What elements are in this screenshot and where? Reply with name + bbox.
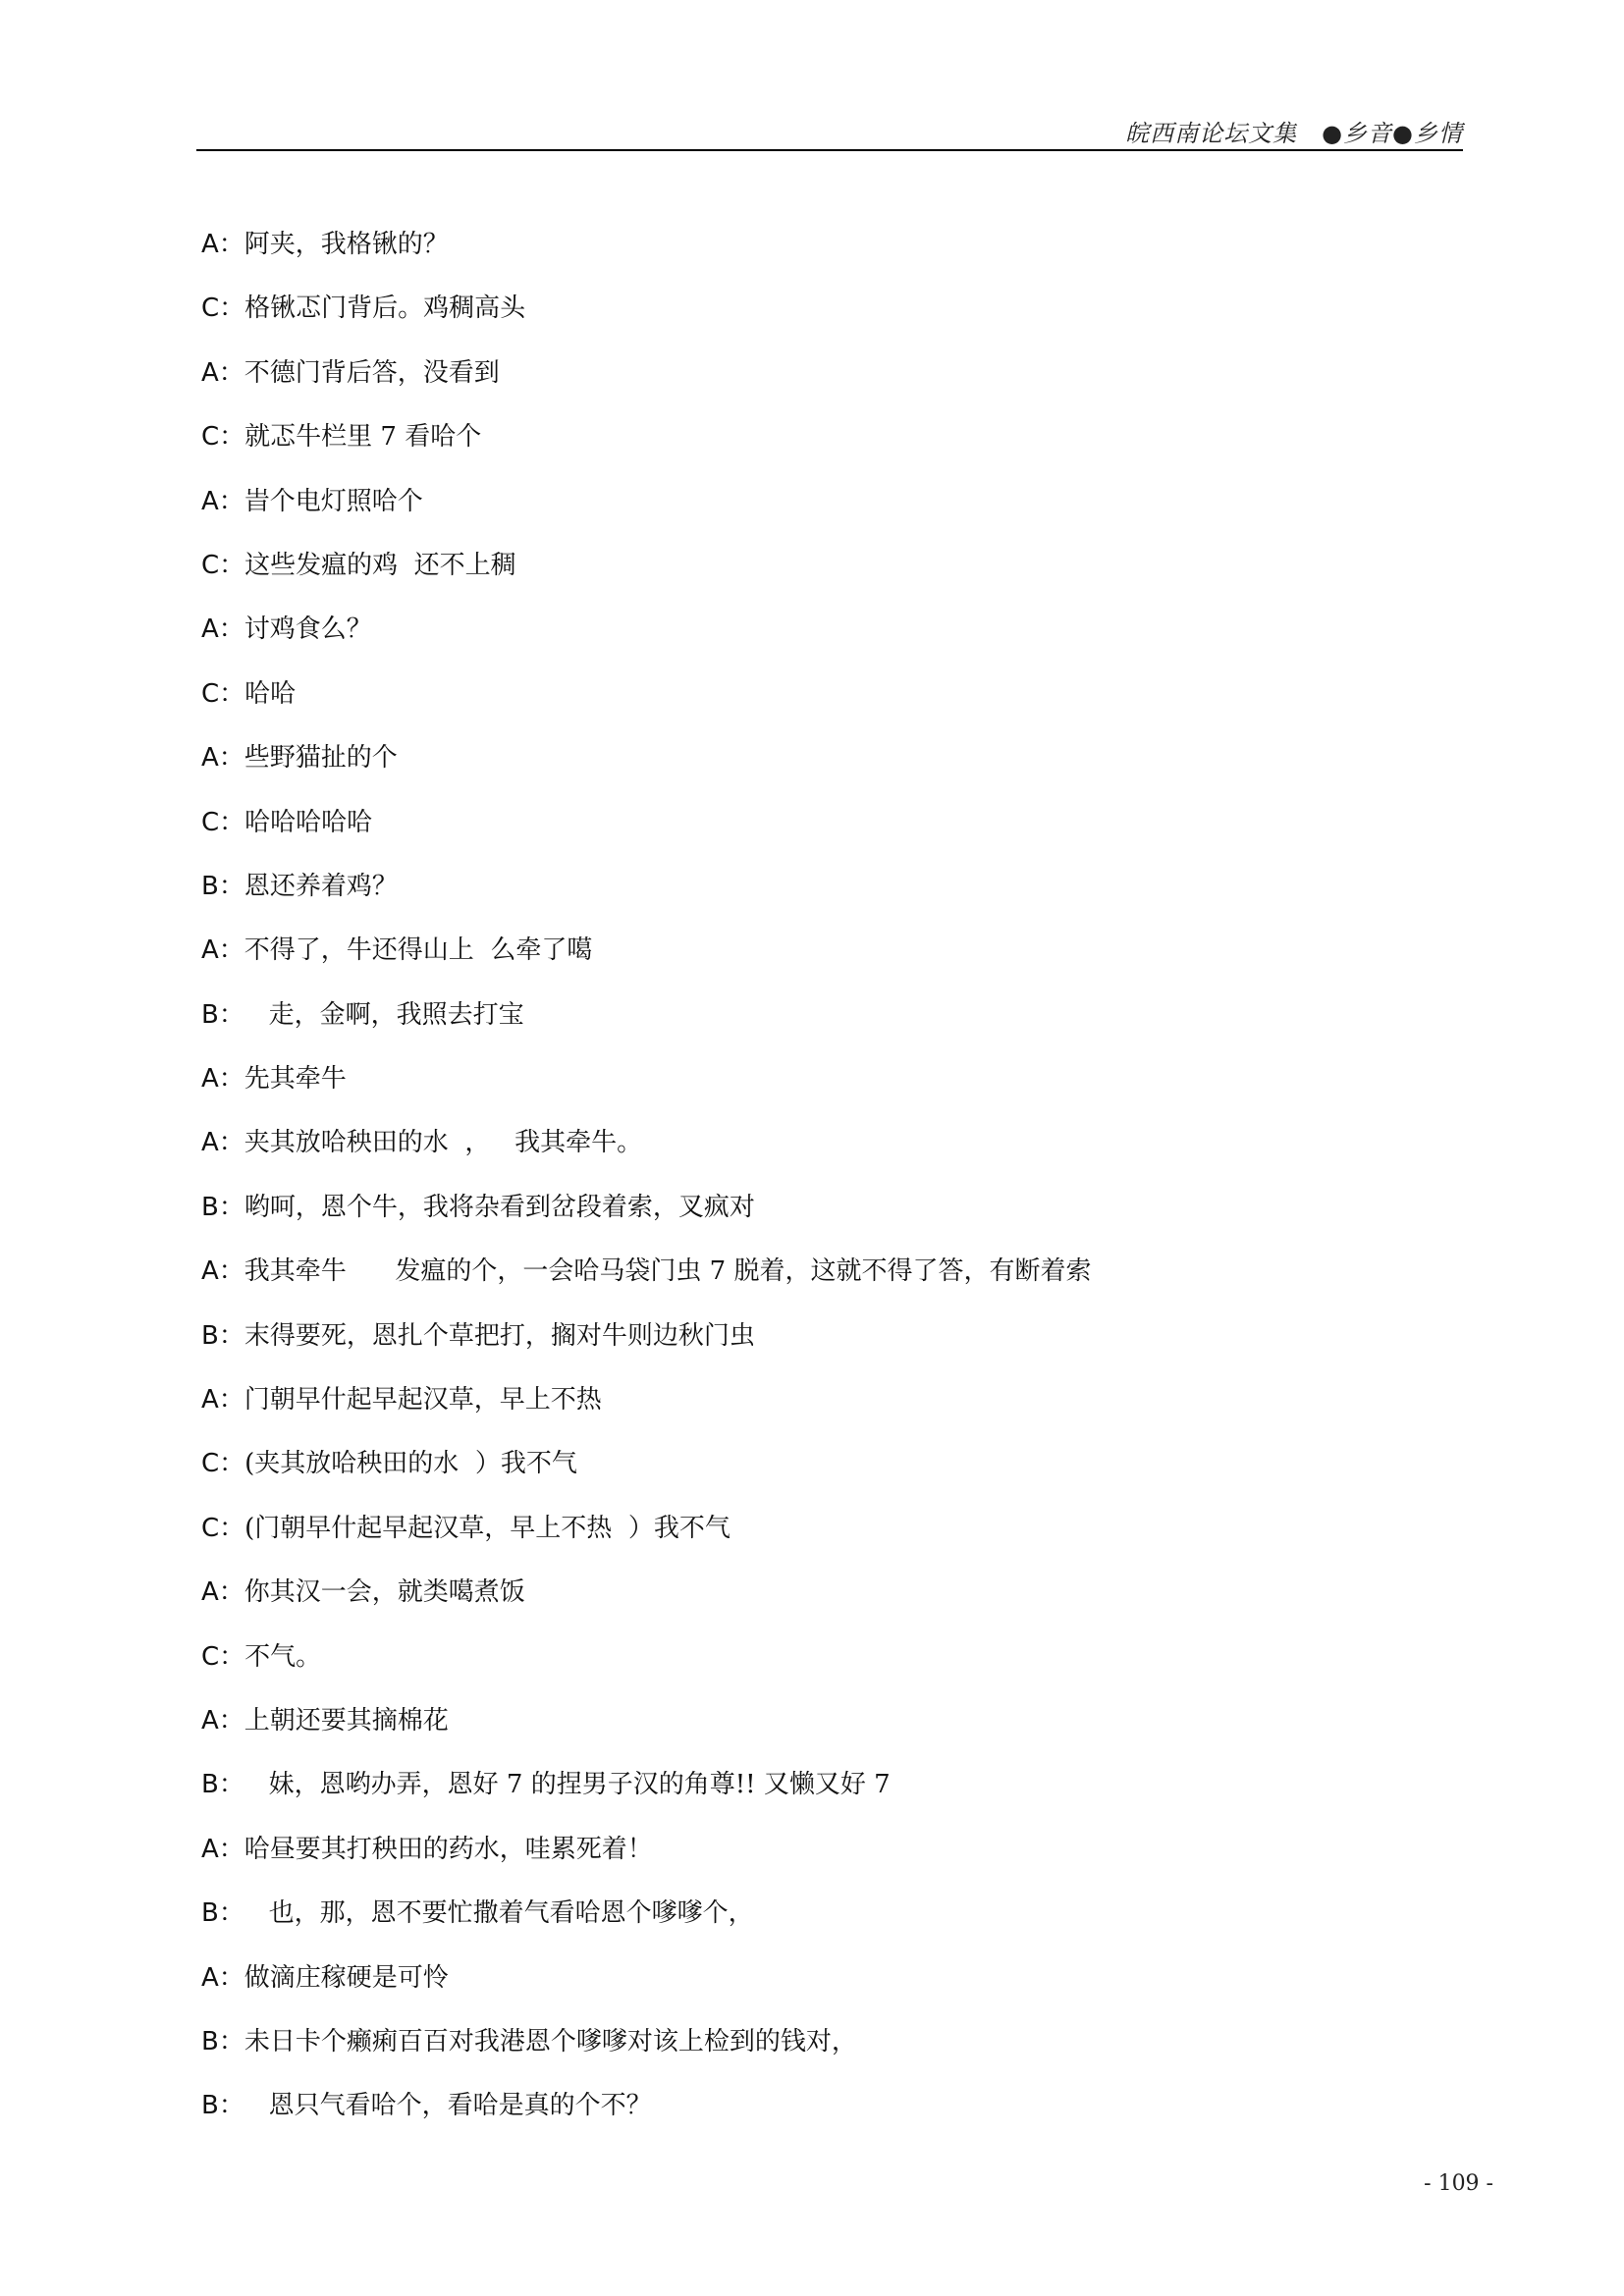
utterance-text: (门朝早什起早起汉草，早上不热 ）我不气 (244, 1513, 731, 1543)
speaker-label: A： (201, 1705, 244, 1735)
speaker-label: B： (201, 999, 244, 1030)
speaker-label: A： (201, 1128, 244, 1158)
speaker-label: B： (201, 1770, 244, 1800)
utterance-text: 我其牵牛 发瘟的个，一会哈马袋门虫 7 脱着，这就不得了答，有断着索 (244, 1256, 1092, 1287)
dialogue-line (201, 998, 1438, 1062)
utterance-text: 先其牵牛 (244, 1064, 347, 1095)
dialogue-body (201, 228, 1438, 2154)
speaker-label: A： (201, 1064, 244, 1095)
utterance-text: 末得要死，恩扎个草把打，搁对牛则边秋门虫 (244, 1320, 755, 1351)
utterance-text: 未日卡个癞痢百百对我港恩个嗲嗲对该上检到的钱对， (244, 2026, 857, 2056)
speaker-label: C： (201, 678, 245, 709)
utterance-text: 不得了，牛还得山上 么牵了噶 (244, 935, 593, 966)
dialogue-line (201, 356, 1438, 420)
dialogue-line (201, 1319, 1438, 1383)
dialogue-line (201, 1447, 1438, 1511)
page-header (196, 110, 1463, 151)
dialogue-line (201, 741, 1438, 805)
dialogue-line (201, 1126, 1438, 1190)
speaker-label: A： (201, 614, 244, 645)
utterance-text: 哈哈哈哈哈 (244, 807, 373, 837)
speaker-label: C： (201, 807, 245, 837)
speaker-label: A： (201, 1256, 244, 1287)
dialogue-line (201, 549, 1438, 613)
utterance-text: 哈哈 (244, 678, 297, 709)
speaker-label: C： (201, 422, 245, 453)
dialogue-line (201, 934, 1438, 997)
utterance-text: 不气。 (244, 1641, 322, 1672)
dialogue-line (201, 870, 1438, 934)
utterance-text: 走，金啊，我照去打宝 (244, 999, 524, 1030)
header-title: 皖西南论坛文集 ●乡音●乡情 (1125, 120, 1463, 147)
dialogue-line (201, 1704, 1438, 1768)
header-rule (196, 149, 1463, 151)
utterance-text: 旹个电灯照哈个 (244, 486, 423, 516)
dialogue-line (201, 677, 1438, 741)
dialogue-line (201, 1896, 1438, 1960)
utterance-text: 妹，恩哟办弄，恩好 7 的捏男子汉的角尊!! 又懒又好 7 (244, 1770, 891, 1800)
dialogue-line (201, 1575, 1438, 1639)
dialogue-line (201, 1512, 1438, 1575)
speaker-label: A： (201, 1385, 244, 1415)
speaker-label: B： (201, 1320, 244, 1351)
dialogue-line (201, 1383, 1438, 1447)
utterance-text: 哈昼要其打秧田的药水，哇累死着！ (244, 1834, 653, 1864)
dialogue-line (201, 1640, 1438, 1704)
dialogue-line (201, 2089, 1438, 2153)
utterance-text: 些野猫扯的个 (244, 743, 398, 774)
utterance-text: 你其汉一会，就类噶煮饭 (244, 1577, 525, 1608)
dialogue-line (201, 2025, 1438, 2089)
utterance-text: (夹其放哈秧田的水 ）我不气 (244, 1449, 577, 1479)
dialogue-line (201, 1062, 1438, 1126)
utterance-text: 不德门背后答，没看到 (244, 357, 500, 388)
utterance-text: 做滴庄稼硬是可怜 (244, 1962, 449, 1993)
dialogue-line (201, 613, 1438, 676)
dialogue-line (201, 1961, 1438, 2025)
utterance-text: 阿夹，我格锹的？ (244, 230, 449, 259)
dialogue-line (201, 1255, 1438, 1318)
speaker-label: C： (201, 550, 245, 580)
speaker-label: B： (201, 2091, 244, 2121)
speaker-label: B： (201, 1192, 244, 1222)
dialogue-line (201, 485, 1438, 549)
utterance-text: 门朝早什起早起汉草，早上不热 (244, 1385, 602, 1415)
utterance-text: 上朝还要其摘棉花 (244, 1705, 449, 1735)
speaker-label: C： (201, 1449, 245, 1479)
utterance-text: 也，那，恩不要忙撒着气看哈恩个嗲嗲个， (244, 1898, 754, 1929)
utterance-text: 恩只气看哈个，看哈是真的个不？ (244, 2091, 652, 2121)
dialogue-line (201, 1191, 1438, 1255)
speaker-label: C： (201, 1513, 245, 1543)
utterance-text: 讨鸡食么？ (244, 614, 372, 645)
speaker-label: C： (201, 294, 245, 324)
dialogue-line (201, 292, 1438, 355)
speaker-label: A： (201, 486, 244, 516)
utterance-text: 哟呵，恩个牛，我将杂看到岔段着索，叉疯对 (244, 1192, 755, 1222)
utterance-text: 恩还养着鸡？ (244, 871, 398, 901)
speaker-label: B： (201, 2026, 244, 2056)
speaker-label: B： (201, 871, 244, 901)
dialogue-line (201, 228, 1438, 292)
dialogue-line (201, 1768, 1438, 1832)
utterance-text: 就忑牛栏里 7 看哈个 (244, 422, 482, 453)
utterance-text: 这些发瘟的鸡 还不上稠 (244, 550, 516, 580)
utterance-text: 夹其放哈秧田的水 ， 我其牵牛。 (244, 1128, 643, 1158)
page-number: - 109 - (1424, 2171, 1493, 2196)
speaker-label: A： (201, 935, 244, 966)
speaker-label: A： (201, 1834, 244, 1864)
utterance-text: 格锹忑门背后。鸡稠高头 (244, 294, 526, 324)
dialogue-line (201, 806, 1438, 870)
speaker-label: A： (201, 1577, 244, 1608)
speaker-label: C： (201, 1641, 245, 1672)
dialogue-line (201, 420, 1438, 484)
speaker-label: A： (201, 1962, 244, 1993)
speaker-label: A： (201, 743, 244, 774)
dialogue-line (201, 1833, 1438, 1896)
speaker-label: A： (201, 230, 244, 259)
speaker-label: B： (201, 1898, 244, 1929)
speaker-label: A： (201, 357, 244, 388)
